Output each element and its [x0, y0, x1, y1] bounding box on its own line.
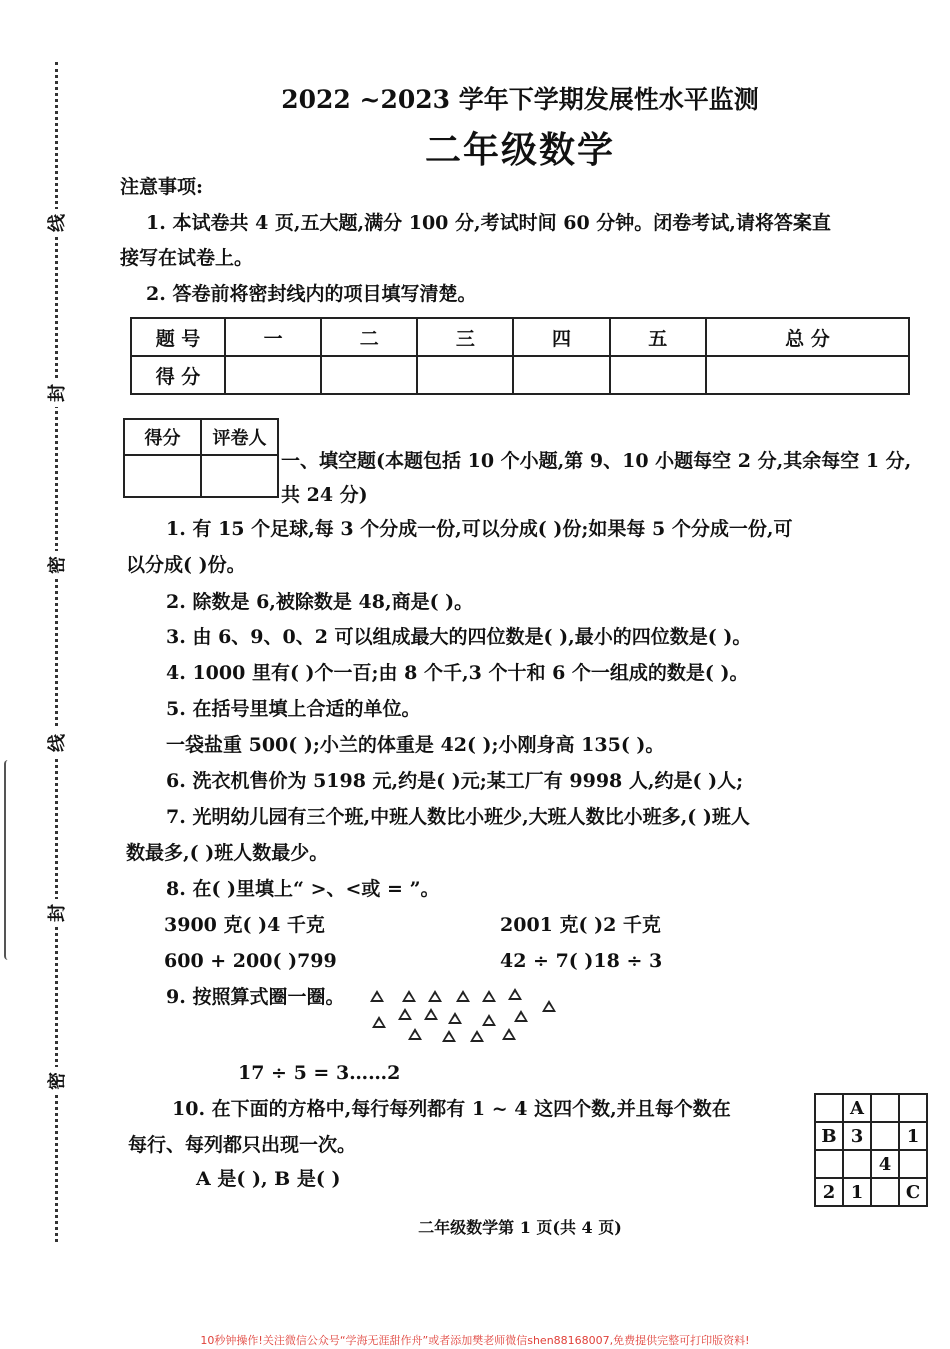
triangle-icon: [370, 990, 384, 1002]
grid-cell: C: [899, 1178, 927, 1206]
question-1: 1. 有 15 个足球,每 3 个分成一份,可以分成( )份;如果每 5 个分成一份,可: [166, 518, 793, 540]
grader-name-label: 评卷人: [201, 419, 278, 455]
question-10-cont: 每行、每列都只出现一次。: [128, 1134, 357, 1156]
question-8-d: 42 ÷ 7( )18 ÷ 3: [500, 950, 663, 972]
watermark-text: 10秒钟操作!关注微信公众号“学海无涯甜作舟”或者添加樊老师微信shen88168007,免费提供完整可打印版资料!: [200, 1334, 750, 1347]
grid-cell: [871, 1094, 899, 1122]
grid-cell: 1: [899, 1122, 927, 1150]
grader-score-label: 得分: [124, 419, 201, 455]
score-cell[interactable]: [706, 356, 909, 394]
notice-item-1-cont: 接写在试卷上。: [120, 247, 254, 269]
grid-cell: 2: [815, 1178, 843, 1206]
grid-cell: 4: [871, 1150, 899, 1178]
grid-cell: [899, 1150, 927, 1178]
exam-title: 二年级数学: [424, 129, 615, 171]
score-cell[interactable]: [417, 356, 513, 394]
triangle-icon: [470, 1030, 484, 1042]
grid-cell: [871, 1122, 899, 1150]
score-table-header: 题 号: [131, 318, 225, 356]
exam-subtitle: 2022 ~2023 学年下学期发展性水平监测: [281, 85, 759, 114]
question-1-cont: 以分成( )份。: [126, 554, 246, 576]
page-footer: 二年级数学第 1 页(共 4 页): [418, 1218, 622, 1237]
question-3: 3. 由 6、9、0、2 可以组成最大的四位数是( ),最小的四位数是( )。: [166, 626, 752, 648]
score-table: [130, 317, 910, 395]
number-grid: [814, 1093, 928, 1207]
grader-score-cell[interactable]: [124, 455, 201, 497]
triangle-icon: [448, 1012, 462, 1024]
triangle-group[interactable]: [366, 984, 566, 1044]
score-table-col: 总 分: [706, 318, 909, 356]
grid-cell: B: [815, 1122, 843, 1150]
triangle-icon: [402, 990, 416, 1002]
score-cell[interactable]: [610, 356, 706, 394]
grid-cell: [899, 1094, 927, 1122]
grader-table: [123, 418, 279, 498]
grid-cell: 3: [843, 1122, 871, 1150]
seal-char: 线: [43, 209, 69, 237]
question-10-answer: A 是( ), B 是( ): [196, 1168, 341, 1190]
section-1-title: 一、填空题(本题包括 10 个小题,第 9、10 小题每空 2 分,其余每空 1 分,共 24 分): [281, 450, 912, 506]
grid-cell: [843, 1150, 871, 1178]
grid-cell: A: [843, 1094, 871, 1122]
triangle-icon: [502, 1028, 516, 1040]
score-table-col: 五: [610, 318, 706, 356]
score-cell[interactable]: [321, 356, 417, 394]
notice-item-2: 2. 答卷前将密封线内的项目填写清楚。: [146, 283, 477, 305]
score-table-col: 一: [225, 318, 321, 356]
question-8: 8. 在( )里填上“ >、<或 = ”。: [166, 878, 440, 900]
triangle-icon: [372, 1016, 386, 1028]
triangle-icon: [508, 988, 522, 1000]
question-8-a: 3900 克( )4 千克: [164, 914, 325, 936]
question-6: 6. 洗衣机售价为 5198 元,约是( )元;某工厂有 9998 人,约是( )人;: [166, 770, 744, 792]
score-table-col: 四: [513, 318, 609, 356]
question-8-b: 2001 克( )2 千克: [500, 914, 661, 936]
triangle-icon: [408, 1028, 422, 1040]
seal-char: 线: [43, 729, 69, 757]
triangle-icon: [456, 990, 470, 1002]
seal-char: 封: [43, 899, 69, 927]
score-cell[interactable]: [513, 356, 609, 394]
notice-item-1: 1. 本试卷共 4 页,五大题,满分 100 分,考试时间 60 分钟。闭卷考试,请将答案直: [146, 212, 831, 234]
triangle-icon: [398, 1008, 412, 1020]
seal-char: 密: [43, 551, 69, 579]
question-9-formula: 17 ÷ 5 = 3……2: [238, 1062, 401, 1084]
question-9: 9. 按照算式圈一圈。: [166, 986, 345, 1008]
notice-heading: 注意事项:: [120, 176, 204, 198]
margin-stroke: [4, 760, 12, 960]
score-table-col: 三: [417, 318, 513, 356]
question-2: 2. 除数是 6,被除数是 48,商是( )。: [166, 591, 474, 613]
score-cell[interactable]: [225, 356, 321, 394]
grader-name-cell[interactable]: [201, 455, 278, 497]
question-10: 10. 在下面的方格中,每行每列都有 1 ~ 4 这四个数,并且每个数在: [172, 1098, 731, 1120]
grid-cell: [815, 1150, 843, 1178]
triangle-icon: [482, 990, 496, 1002]
question-5: 5. 在括号里填上合适的单位。: [166, 698, 421, 720]
grid-cell: [871, 1178, 899, 1206]
question-4: 4. 1000 里有( )个一百;由 8 个千,3 个十和 6 个一组成的数是( )。: [166, 662, 749, 684]
triangle-icon: [514, 1010, 528, 1022]
question-7: 7. 光明幼儿园有三个班,中班人数比小班少,大班人数比小班多,( )班人: [166, 806, 750, 828]
grid-cell: [815, 1094, 843, 1122]
seal-line: [55, 62, 58, 1242]
question-8-c: 600 + 200( )799: [164, 950, 337, 972]
triangle-icon: [482, 1014, 496, 1026]
question-7-cont: 数最多,( )班人数最少。: [126, 842, 329, 864]
question-5-cont: 一袋盐重 500( );小兰的体重是 42( );小刚身高 135( )。: [166, 734, 665, 756]
triangle-icon: [424, 1008, 438, 1020]
seal-char: 密: [43, 1067, 69, 1095]
score-table-col: 二: [321, 318, 417, 356]
score-table-row-label: 得 分: [131, 356, 225, 394]
triangle-icon: [428, 990, 442, 1002]
triangle-icon: [542, 1000, 556, 1012]
seal-char: 封: [43, 379, 69, 407]
triangle-icon: [442, 1030, 456, 1042]
grid-cell: 1: [843, 1178, 871, 1206]
